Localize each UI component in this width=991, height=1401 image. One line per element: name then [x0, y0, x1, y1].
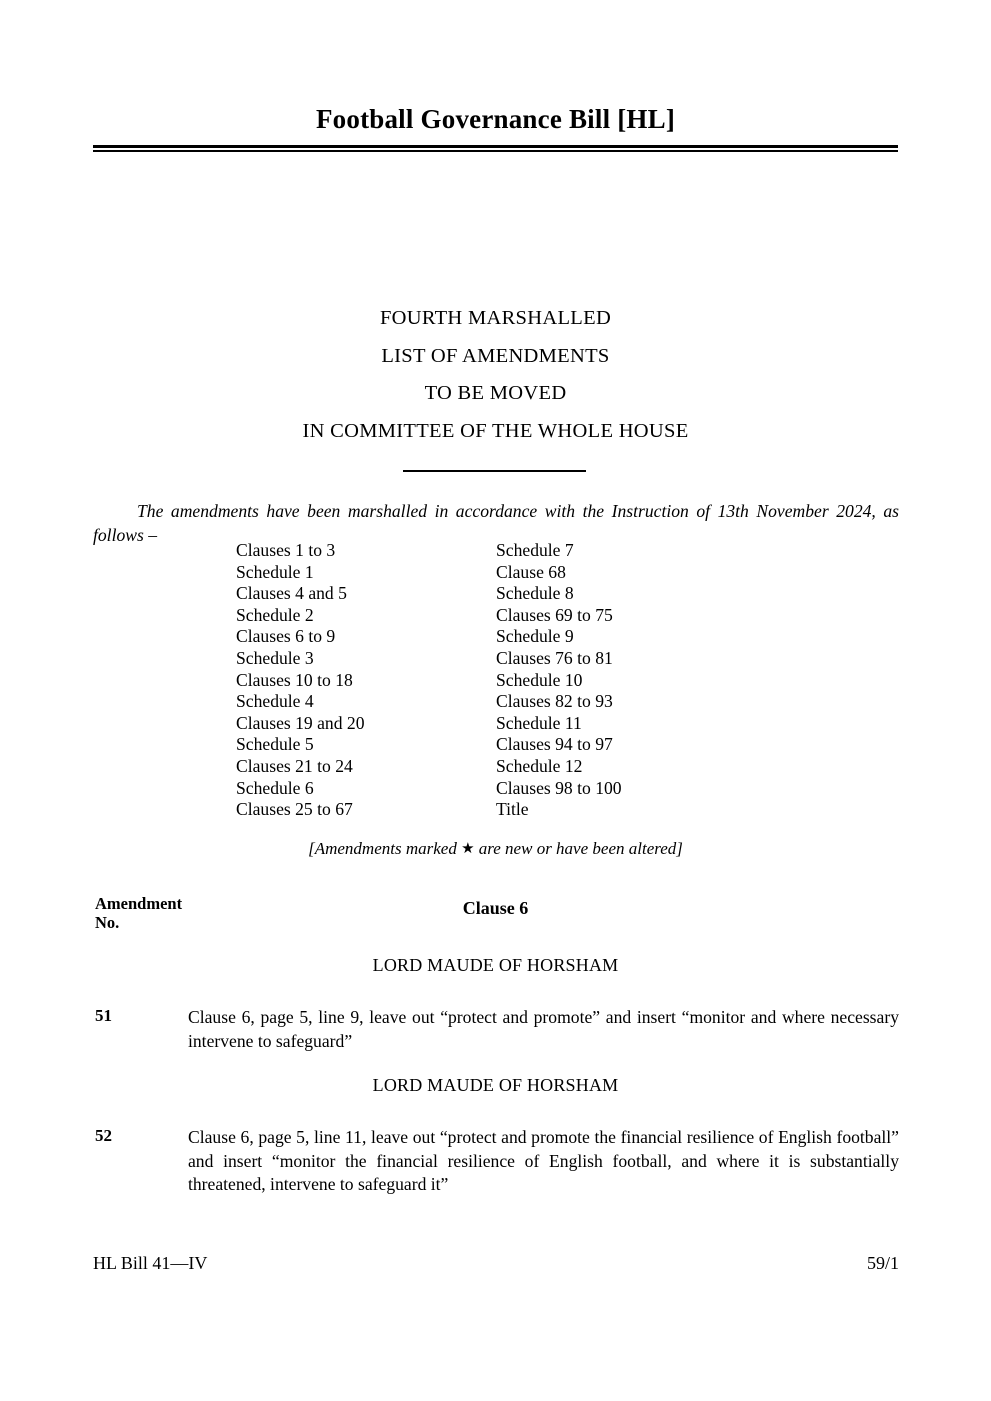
marshalling-order-list — [236, 540, 796, 821]
amendment-text: Clause 6, page 5, line 11, leave out “protect and promote the financial resilience of English football” and insert “monitor the financial resilience of English football, and where it is substantially threatened, intervene to safeguard it” — [188, 1127, 899, 1194]
page-title: Football Governance Bill [HL] — [315, 104, 676, 134]
list-item: Clauses 19 and 20 — [236, 712, 365, 733]
list-item: Schedule 1 — [236, 561, 314, 582]
star-icon: ★ — [461, 841, 475, 857]
heading-block — [93, 300, 898, 450]
list-item: Title — [496, 799, 529, 820]
heading-line-3: TO BE MOVED — [424, 382, 567, 404]
starnote-suffix: are new or have been altered] — [474, 839, 683, 858]
list-item: Clauses 1 to 3 — [236, 540, 336, 560]
list-item: Clauses 6 to 9 — [236, 626, 336, 647]
amendment-number: 51 — [95, 1006, 112, 1025]
clause-heading: Clause 6 — [462, 898, 529, 918]
list-item: Schedule 8 — [496, 583, 574, 604]
list-item: Clauses 69 to 75 — [496, 604, 613, 625]
instruction-paragraph: The amendments have been marshalled in accordance with the Instruction of 13th November 2024, as follows – — [93, 501, 899, 545]
heading-line-1: FOURTH MARSHALLED — [379, 307, 612, 329]
page-reference: 59/1 — [866, 1253, 899, 1273]
list-item: Schedule 3 — [236, 647, 314, 668]
list-item: Clauses 94 to 97 — [496, 734, 613, 755]
list-item: Schedule 12 — [496, 755, 583, 776]
amendment-entry — [93, 1126, 899, 1197]
list-item: Schedule 2 — [236, 604, 314, 625]
list-item: Clauses 21 to 24 — [236, 755, 353, 776]
list-item: Clauses 4 and 5 — [236, 583, 347, 604]
page-footer — [93, 1253, 899, 1274]
starnote-prefix: [Amendments marked — [308, 839, 462, 858]
list-item: Schedule 4 — [236, 691, 314, 712]
list-item: Clause 68 — [496, 561, 566, 582]
list-item: Schedule 7 — [496, 540, 574, 560]
list-item: Clauses 82 to 93 — [496, 691, 613, 712]
list-item: Clauses 10 to 18 — [236, 669, 353, 690]
amendment-sponsor: LORD MAUDE OF HORSHAM — [372, 1075, 619, 1095]
list-item: Clauses 25 to 67 — [236, 799, 353, 820]
marshalling-right-column — [496, 540, 756, 821]
list-item: Schedule 10 — [496, 669, 583, 690]
list-item: Schedule 9 — [496, 626, 574, 647]
heading-separator-rule — [403, 470, 586, 472]
amendment-sponsor: LORD MAUDE OF HORSHAM — [372, 955, 619, 975]
heading-line-4: IN COMMITTEE OF THE WHOLE HOUSE — [302, 419, 689, 442]
amendment-no-line-2: No. — [95, 913, 120, 932]
list-item: Schedule 11 — [496, 712, 582, 733]
marshalling-left-column — [236, 540, 496, 821]
list-item: Clauses 98 to 100 — [496, 777, 622, 798]
amendments-marked-note — [93, 839, 898, 859]
heading-line-2: LIST OF AMENDMENTS — [381, 344, 610, 367]
amendment-entry — [93, 1006, 899, 1053]
amendment-no-line-1: Amendment — [95, 894, 183, 913]
list-item: Schedule 5 — [236, 734, 314, 755]
list-item: Clauses 76 to 81 — [496, 647, 613, 668]
title-double-rule — [93, 145, 898, 152]
list-item: Schedule 6 — [236, 777, 314, 798]
amendment-number: 52 — [95, 1126, 112, 1145]
amendment-text: Clause 6, page 5, line 9, leave out “protect and promote” and insert “monitor and where necessary intervene to safeguard” — [188, 1007, 899, 1051]
bill-reference: HL Bill 41—IV — [93, 1253, 208, 1273]
title-rule-thin — [93, 150, 898, 152]
